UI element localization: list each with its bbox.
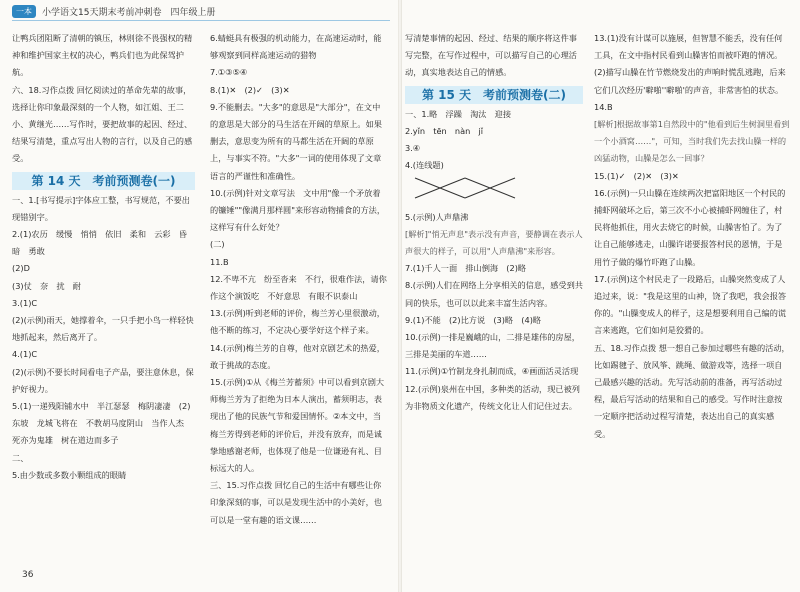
page-fold	[398, 0, 402, 592]
answer-line: (2)描写山臊在竹节燃烧发出的声响时慌乱逃跑，后来它们几次经历'噼啪''噼啪'的声音，非常害怕的状态。	[594, 67, 786, 95]
column-1	[12, 30, 195, 484]
answer-line: 7.(1)千人一面 排山倒海 (2)略	[405, 263, 527, 274]
answer-line: 写清楚事情的起因、经过、结果的顺序将这件事写完整，在写作过程中，可以描写自己的心理活动，真实地表达自己的情感。	[405, 33, 577, 78]
page-header	[12, 3, 215, 19]
answer-line: 五、18.习作点拨 想一想自己参加过哪些有趣的活动，比如踢毽子、放风筝、跳绳、做游戏等，选择一项自己最感兴趣的活动。先写活动前的准备，再写活动过程，最后写活动的结果和自己的感受。写作时注意按一定顺序把活动过程写清楚，表达出自己的真实感受。	[594, 342, 790, 439]
analysis-line: [解析]"悄无声息"表示没有声音，要静调在表示人声很大的样子，可以用"人声鼎沸"来形容。	[405, 228, 583, 257]
answer-line: 六、18.习作点拨 回忆阅读过的革命先辈的故事，选择让你印象最深刻的一个人物，如江姐、王二小、黄继光……写作时，要把故事的起因、经过、结果写清楚，重点写出人物的言行，以及自己的感受。	[12, 84, 193, 164]
answer-line: (2)(示例)雨天，她撑着伞，一只手把小鸟一样轻快地抓起来，然后离开了。	[12, 315, 194, 343]
column-4	[594, 30, 790, 443]
answer-line: 三、15.习作点拨 回忆自己的生活中有哪些让你印象深刻的事，可以是发现生活中的小美好，也可以是一堂有趣的语文课……	[210, 480, 382, 525]
answer-line: 15.(1)✓ (2)✕ (3)✕	[594, 170, 679, 181]
page-number: 36	[22, 570, 34, 580]
answer-line: 13.(1)没有计谋可以施展，但智慧不能丢，没有任何工具，在文中指村民看到山臊害怕而被吓跑的情况。	[594, 33, 783, 61]
answer-line: 2.(1)农历 缓慢 悄悄 依旧 柔和 云彩 昏暗 勇敢	[12, 229, 187, 257]
answer-line: 3.④	[405, 143, 421, 154]
answer-line: 5.由少数或多数小颗组成的眼睛	[12, 469, 127, 480]
answer-line: (2)(示例)不要长时间看电子产品，要注意休息，保护好视力。	[12, 366, 194, 394]
answer-line: 让鸭兵团阻断了清朝的镇压，林则徐不畏强权的精神和维护国家主权的决心，鸭兵们也为此保驾护航。	[12, 33, 193, 78]
section-title-14: 第 14 天 考前预测卷(一)	[12, 172, 195, 190]
answer-line: 12.(示例)泉州在中国，多种类的活动，现已被列为非物质文化遗产，传统文化让人们记住过去。	[405, 383, 580, 411]
answer-line: 9.不能删去。"大多"的意思是"大部分"，在文中的意思是大部分的马生活在开阔的草原上。如果删去，意思变为所有的马都生活在开阔的草原上，与事实不符。"大多"一词的使用体现了文章语言的严谨性和准确性。	[210, 101, 382, 181]
answer-line: 2.yǐn tēn nàn jǐ	[405, 125, 484, 136]
answer-line: 17.(示例)这个村民走了一段路后，山臊突然变成了人追过来，说："我是这里的山神，饶了我吧，我会报答你的。"山臊变成人的样子，这是想要利用自己编的谎言来逃跑，它们如何是狡猾的。	[594, 273, 787, 336]
answer-line: 13.(示例)听到老师的评价，梅兰芳心里很激动，他不断的练习，不定决心要学好这个样子来。	[210, 308, 385, 336]
answer-line: 8.(1)✕ (2)✓ (3)✕	[210, 84, 290, 95]
matching-diagram	[405, 174, 525, 202]
answer-line: 5.(示例)人声鼎沸	[405, 211, 469, 222]
answer-line: 4.(连线题)	[405, 160, 444, 171]
answer-line: 5.(1)一递残阳铺水中 半江瑟瑟 梅阴凄凄 (2)东坡 龙城飞将在 不教胡马度阴山 当作人杰 死亦为鬼雄 树在道边而多子	[12, 401, 193, 446]
answer-line: 6.蜻蜓具有极强的机动能力，在高速运动时，能够观察到同样高速运动的猎物	[210, 33, 382, 61]
answer-line: 8.(示例)人们在网络上分享相关的信息，感受到共同的快乐，也可以以此来丰富生活内容。	[405, 280, 583, 308]
answer-line: 10.(示例)针对文章写法 文中用"像一个矛放着的镰锤""像满月那样圆"来形容动物捕食的方法，这样写有什么好处？	[210, 187, 386, 233]
column-3	[405, 30, 583, 415]
book-title: 小学语文15天期末考前冲刺卷 四年级上册	[42, 7, 216, 18]
answer-line: 7.①③⑤④	[210, 67, 248, 78]
answer-line: 14.B	[594, 101, 613, 112]
section-title-15: 第 15 天 考前预测卷(二)	[405, 86, 583, 104]
header-rule	[12, 20, 390, 21]
answer-line: 11.B	[210, 256, 229, 267]
series-badge: 一本	[12, 5, 36, 18]
answer-line: 16.(示例)一只山臊在连续两次把富阳地区一个村民的捕虾网破坏之后，第三次不小心被捕虾网缠住了，村民将他抓住，用火去烧它的时候，山臊害怕了。为了让自己能够逃走，山臊许诺要报答村民的恩情，于是用竹子做的爆竹吓跑了山臊。	[594, 187, 786, 267]
answer-line: 3.(1)C	[12, 297, 38, 308]
answer-line: (二)	[210, 239, 225, 250]
answer-line: 9.(1)不能 (2)比方说 (3)略 (4)略	[405, 314, 542, 325]
answer-line: 11.(示例)①竹制龙身扎制而成，④画面活灵活现	[405, 366, 579, 377]
answer-line: (3)仗 奈 扰 耐	[12, 280, 81, 291]
answer-line: 14.(示例)梅兰芳的自尊，他对京剧艺术的热爱，敢于挑战的态度。	[210, 342, 385, 370]
analysis-line: [解析]根据故事第1自然段中的"他看到后生树洞里看到一个小酒窝……"，可知，当时我们先去找山臊一样的凶猛动物，山臊是怎么一回事？	[594, 119, 790, 164]
answer-line: 15.(示例)①从《梅兰芳蓄须》中可以看到京剧大师梅兰芳为了拒绝为日本人演出，蓄须明志，表现出了他的民族气节和爱国情怀。②本文中，当梅兰芳得到老师的评价后，并没有放弃，而是诚挚地感谢老师，也体现了他是一位谦逊有礼、目标远大的人。	[210, 377, 385, 474]
answer-line: (2)D	[12, 263, 30, 274]
column-2	[210, 30, 388, 529]
answer-line: 一、1.[书写提示]字体应工整，书写规范，不要出现错别字。	[12, 194, 190, 222]
answer-line: 二、	[12, 452, 29, 463]
answer-line: 12.不卑不亢 纷至沓来 不行，很难作法，请你作这个演饭吃 不好意思 有眼不识泰山	[210, 273, 387, 302]
answer-line: 10.(示例)一排是巍峨的山，二排是雄伟的房屋，三排是美丽的车道……	[405, 332, 580, 360]
answer-line: 4.(1)C	[12, 349, 38, 360]
answer-line: 一、1.略 浮躁 淘汰 迎接	[405, 108, 512, 119]
